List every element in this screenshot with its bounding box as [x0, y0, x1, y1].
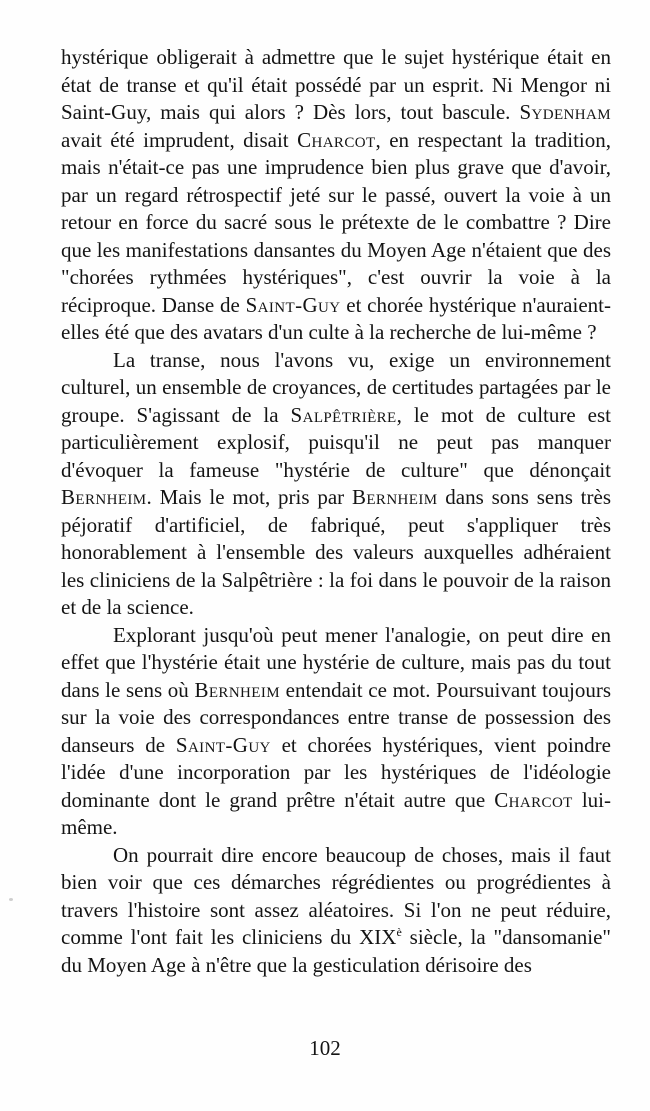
- text-block: [61, 44, 611, 979]
- superscript: è: [396, 925, 402, 939]
- text-segment: La transe, nous l'avons vu, exige un environnement culturel, un ensemble de croyances, de certitudes partagées par le groupe. S'agissant de la: [61, 347, 611, 427]
- proper-name-smallcaps: Salpêtrière: [290, 402, 397, 427]
- text-segment: , en respectant la tradition, mais n'était-ce pas une imprudence bien plus grave que d'avoir, par un regard rétrospectif jeté sur le passé, ouvert la voie à un retour en force du sacré sous le prétexte de le combattre ? Dire que les manifestations dansantes du Moyen Age n'étaient que des "chorées rythmées hystériques", c'est ouvrir la voie à la réciproque. Danse de: [61, 127, 611, 317]
- proper-name-smallcaps: Sydenham: [519, 100, 611, 124]
- text-segment: entendait ce mot. Poursuivant toujours sur la voie des correspondances entre transe de possession des danseurs de: [61, 677, 611, 757]
- text-segment: lui-même.: [61, 787, 611, 839]
- paragraph: [61, 622, 611, 842]
- proper-name-smallcaps: Charcot: [297, 127, 376, 152]
- scan-speck: [9, 898, 13, 901]
- proper-name-smallcaps: Saint-Guy: [175, 732, 271, 757]
- proper-name-smallcaps: Bernheim: [351, 485, 438, 509]
- text-segment: siècle, la "dansomanie" du Moyen Age à n'être que la gesticulation dérisoire des: [61, 925, 611, 977]
- text-segment: , le mot de culture est particulièrement explosif, puisqu'il ne peut pas manquer d'évoquer la fameuse "hystérie de culture" que dénonçait: [61, 402, 611, 482]
- proper-name-smallcaps: Bernheim: [194, 677, 280, 702]
- text-segment: et chorée hystérique n'auraient-elles été que des avatars d'un culte à la recherche de lui-même ?: [61, 292, 611, 344]
- proper-name-smallcaps: Charcot: [494, 787, 573, 812]
- text-segment: On pourrait dire encore beaucoup de choses, mais il faut bien voir que ces démarches régrédientes ou progrédientes à travers l'histoire sont assez aléatoires. Si l'on ne peut réduire, comme l'ont fait les cliniciens du XIX: [61, 842, 611, 949]
- text-segment: avait été imprudent, disait: [61, 127, 298, 152]
- proper-name-smallcaps: Bernheim: [61, 485, 147, 509]
- text-segment: dans sons sens très péjoratif d'artificiel, de fabriqué, peut s'appliquer très honorablement à l'ensemble des valeurs auxquelles adhéraient les cliniciens de la Salpêtrière : la foi dans le pouvoir de la raison et de la science.: [61, 485, 611, 619]
- paragraph: [61, 842, 611, 980]
- proper-name-smallcaps: Saint-Guy: [245, 292, 341, 317]
- paragraph: [61, 347, 611, 622]
- text-segment: et chorées hystériques, vient poindre l'idée d'une incorporation par les hystériques de l'idéologie dominante dont le grand prêtre n'était autre que: [61, 732, 611, 812]
- text-segment: . Mais le mot, pris par: [146, 485, 352, 509]
- page-number: 102: [309, 1036, 341, 1060]
- text-segment: hystérique obligerait à admettre que le sujet hystérique était en état de transe et qu'il était possédé par un esprit. Ni Mengor ni Saint-Guy, mais qui alors ? Dès lors, tout bascule.: [61, 45, 611, 124]
- paragraph: [61, 44, 611, 347]
- text-segment: Explorant jusqu'où peut mener l'analogie, on peut dire en effet que l'hystérie était une hystérie de culture, mais pas du tout dans le sens où: [61, 622, 611, 702]
